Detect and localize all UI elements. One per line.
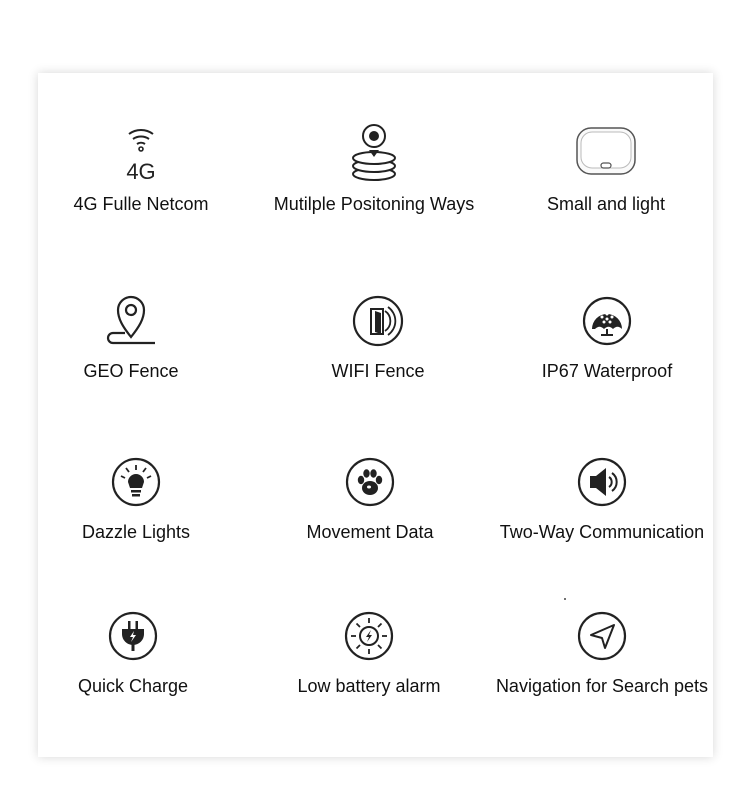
4g-signal-icon (109, 122, 173, 186)
wifi-door-icon (346, 289, 410, 353)
feature-two-way-communication (477, 450, 727, 543)
feature-quick-charge (8, 604, 258, 697)
feature-label: 4G Fulle Netcom (73, 194, 209, 214)
feature-label: GEO Fence (83, 361, 179, 381)
battery-alarm-icon (337, 604, 401, 668)
4g-icon-text: 4G (126, 159, 156, 184)
feature-label: Low battery alarm (297, 676, 441, 696)
feature-label: Mutilple Positoning Ways (273, 194, 475, 214)
feature-4g (16, 122, 266, 215)
feature-label: Small and light (546, 194, 666, 214)
waterproof-icon (575, 289, 639, 353)
feature-geo-fence (6, 289, 256, 382)
feature-label: IP67 Waterproof (541, 361, 673, 381)
feature-label: Navigation for Search pets (495, 676, 709, 696)
feature-label: Dazzle Lights (81, 522, 191, 542)
feature-label: Two-Way Communication (499, 522, 705, 542)
stray-dot (564, 598, 566, 600)
feature-movement-data (245, 450, 495, 543)
paw-icon (338, 450, 402, 514)
feature-waterproof (482, 289, 732, 382)
feature-label: Quick Charge (77, 676, 189, 696)
feature-label: Movement Data (306, 522, 434, 542)
positioning-layers-icon (342, 122, 406, 186)
feature-small-light (481, 122, 731, 215)
location-pin-icon (99, 289, 163, 353)
tracker-device-icon (574, 122, 638, 186)
navigation-arrow-icon (570, 604, 634, 668)
feature-dazzle-lights (11, 450, 261, 543)
speaker-icon (570, 450, 634, 514)
feature-wifi-fence (253, 289, 503, 382)
feature-navigation (477, 604, 727, 697)
plug-icon (101, 604, 165, 668)
feature-positioning (249, 122, 499, 215)
feature-low-battery-alarm (244, 604, 494, 697)
light-bulb-icon (104, 450, 168, 514)
feature-label: WIFI Fence (331, 361, 425, 381)
